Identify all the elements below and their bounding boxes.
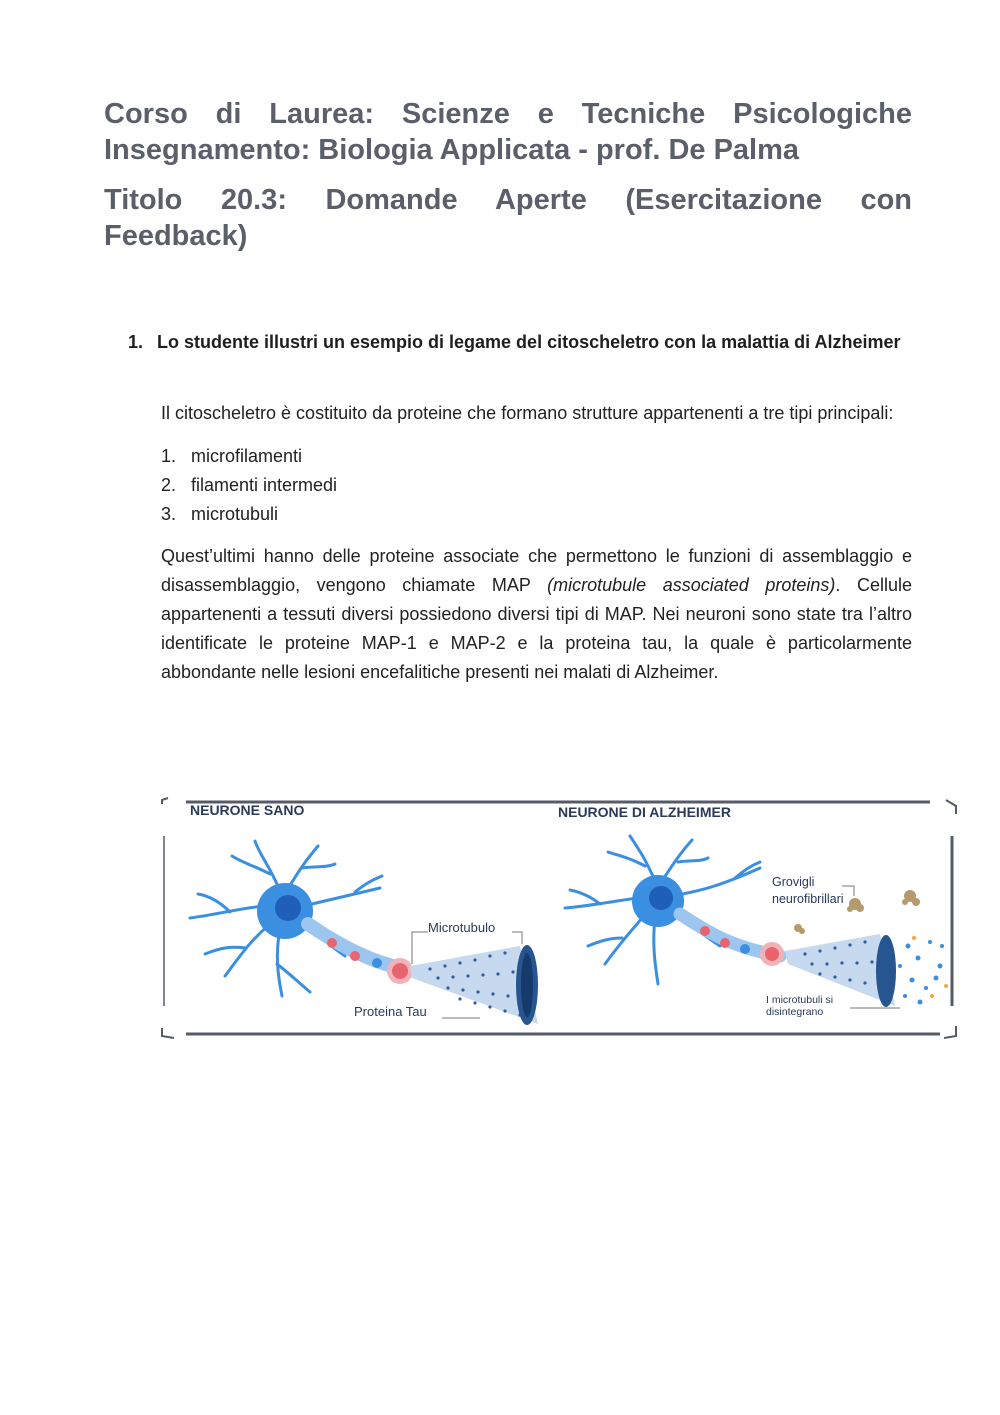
label-grovigli-2: neurofibrillari: [772, 892, 844, 906]
answer-body: [161, 399, 912, 687]
left-panel-title: NEURONE SANO: [190, 802, 305, 818]
label-proteina-tau: Proteina Tau: [354, 1004, 427, 1019]
cytoskeleton-list: [161, 442, 912, 529]
alzheimer-neuron: [565, 836, 948, 1007]
list-item: 1. microfilamenti: [161, 446, 303, 466]
map-definition: (microtubule associated proteins): [547, 575, 836, 595]
list-item: 3. microtubuli: [161, 504, 279, 524]
title-block: [104, 182, 912, 254]
neuron-illustration: [160, 796, 958, 1042]
title-line-1: Titolo 20.3: Domande Aperte (Esercitazione con: [104, 184, 912, 216]
question-number: 1.: [128, 332, 144, 352]
title-line-2: Feedback): [104, 220, 248, 252]
course-line: Corso di Laurea: Scienze e Tecniche Psicologiche: [104, 98, 912, 130]
answer-intro: Il citoscheletro è costituito da proteine che formano strutture appartenenti a tre tipi principali:: [161, 403, 894, 423]
question-text: Lo studente illustri un esempio di legame del citoscheletro con la malattia di Alzheimer: [157, 332, 901, 352]
label-disintegrano-1: I microtubuli si: [766, 994, 834, 1006]
document-header: [104, 96, 912, 254]
answer-paragraph-2: Quest’ultimi hanno delle proteine associate che permettono le funzioni di assemblaggio e disassemblaggio, vengono chiamate MAP (microtubule associated proteins). Cellule appartenenti a tessuti diversi possiedono diversi tipi di MAP. Nei neuroni sono state tra l’altro identificate le proteine MAP-1 e MAP-2 e la proteina tau, la quale è particolarmente abbondante nelle lesioni encefalitiche presenti nei malati di Alzheimer.: [161, 546, 913, 682]
label-disintegrano-2: disintegrano: [766, 1006, 824, 1018]
right-panel-title: NEURONE DI ALZHEIMER: [558, 804, 731, 820]
subject-line: Insegnamento: Biologia Applicata - prof. De Palma: [104, 134, 800, 166]
list-item: 2. filamenti intermedi: [161, 475, 338, 495]
label-microtubulo: Microtubulo: [428, 920, 496, 935]
neuron-comparison-figure: [160, 796, 958, 1042]
label-grovigli-1: Grovigli: [772, 875, 815, 889]
